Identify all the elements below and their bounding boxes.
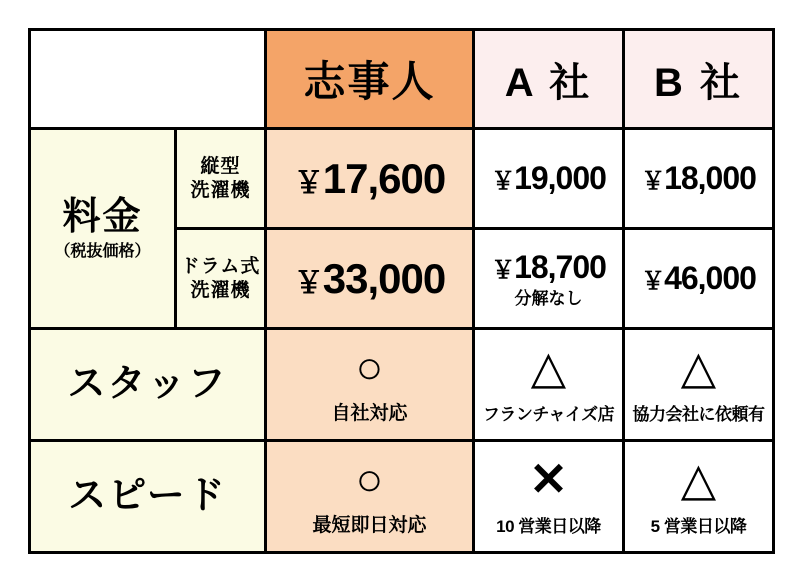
yen-symbol-icon: ￥ bbox=[491, 256, 515, 284]
header-company-b: B 社 bbox=[624, 30, 774, 129]
circle-icon: ○ bbox=[355, 453, 384, 505]
price-vertical-b-number: 18,000 bbox=[664, 160, 756, 196]
yen-symbol-icon: ￥ bbox=[293, 166, 323, 200]
header-blank-cell bbox=[30, 30, 266, 129]
staff-b bbox=[624, 329, 774, 441]
price-drum-main bbox=[266, 229, 474, 329]
circle-icon: ○ bbox=[355, 341, 384, 393]
staff-a-caption: フランチャイズ店 bbox=[482, 405, 615, 424]
triangle-icon: △ bbox=[530, 341, 567, 393]
price-vertical-main-value bbox=[294, 155, 445, 202]
price-drum-b-number: 46,000 bbox=[664, 260, 756, 296]
staff-a bbox=[474, 329, 624, 441]
speed-a bbox=[474, 441, 624, 553]
subtype-vertical-line1: 縦型 bbox=[200, 155, 241, 177]
price-drum-b bbox=[624, 229, 774, 329]
price-vertical-a bbox=[474, 129, 624, 229]
subtype-drum-washer bbox=[176, 229, 266, 329]
staff-main bbox=[266, 329, 474, 441]
table-row bbox=[30, 129, 774, 229]
staff-main-caption: 自社対応 bbox=[331, 403, 408, 424]
row-label-speed: スピード bbox=[30, 441, 266, 553]
price-vertical-b-value bbox=[641, 160, 756, 196]
subtype-drum-line2: 洗濯機 bbox=[190, 279, 251, 301]
price-drum-main-value bbox=[294, 255, 445, 302]
speed-b-caption: 5 営業日以降 bbox=[650, 517, 747, 536]
speed-main-caption: 最短即日対応 bbox=[312, 515, 427, 536]
row-label-price-text: 料金 bbox=[62, 195, 143, 238]
price-drum-a-number: 18,700 bbox=[514, 248, 606, 285]
subtype-vertical-line2: 洗濯機 bbox=[190, 179, 251, 201]
price-vertical-a-value bbox=[491, 160, 606, 196]
header-company-main: 志事人 bbox=[266, 30, 474, 129]
header-company-a: A 社 bbox=[474, 30, 624, 129]
price-drum-main-number: 33,000 bbox=[322, 254, 446, 302]
yen-symbol-icon: ￥ bbox=[641, 268, 665, 295]
yen-symbol-icon: ￥ bbox=[641, 168, 665, 195]
price-drum-a bbox=[474, 229, 624, 329]
price-vertical-main-number: 17,600 bbox=[322, 154, 446, 202]
price-drum-b-value bbox=[641, 260, 756, 296]
table-header-row bbox=[30, 30, 774, 129]
price-vertical-a-number: 19,000 bbox=[514, 160, 606, 196]
price-vertical-b bbox=[624, 129, 774, 229]
speed-b bbox=[624, 441, 774, 553]
price-drum-a-note: 分解なし bbox=[514, 288, 583, 308]
speed-main bbox=[266, 441, 474, 553]
speed-a-caption: 10 営業日以降 bbox=[496, 517, 601, 536]
row-label-price-subtext: （税抜価格） bbox=[54, 242, 151, 260]
table-row bbox=[30, 329, 774, 441]
comparison-table bbox=[28, 28, 775, 554]
yen-symbol-icon: ￥ bbox=[491, 168, 515, 195]
price-drum-a-value bbox=[491, 249, 606, 285]
triangle-icon: △ bbox=[680, 341, 717, 393]
staff-b-caption: 協力会社に依頼有 bbox=[632, 405, 765, 424]
triangle-icon: △ bbox=[680, 453, 717, 505]
row-label-staff: スタッフ bbox=[30, 329, 266, 441]
cross-icon: ✕ bbox=[529, 453, 568, 505]
row-label-price bbox=[30, 129, 176, 329]
subtype-drum-line1: ドラム式 bbox=[180, 255, 261, 277]
table-row bbox=[30, 441, 774, 553]
price-vertical-main bbox=[266, 129, 474, 229]
yen-symbol-icon: ￥ bbox=[293, 266, 323, 300]
subtype-vertical-washer bbox=[176, 129, 266, 229]
